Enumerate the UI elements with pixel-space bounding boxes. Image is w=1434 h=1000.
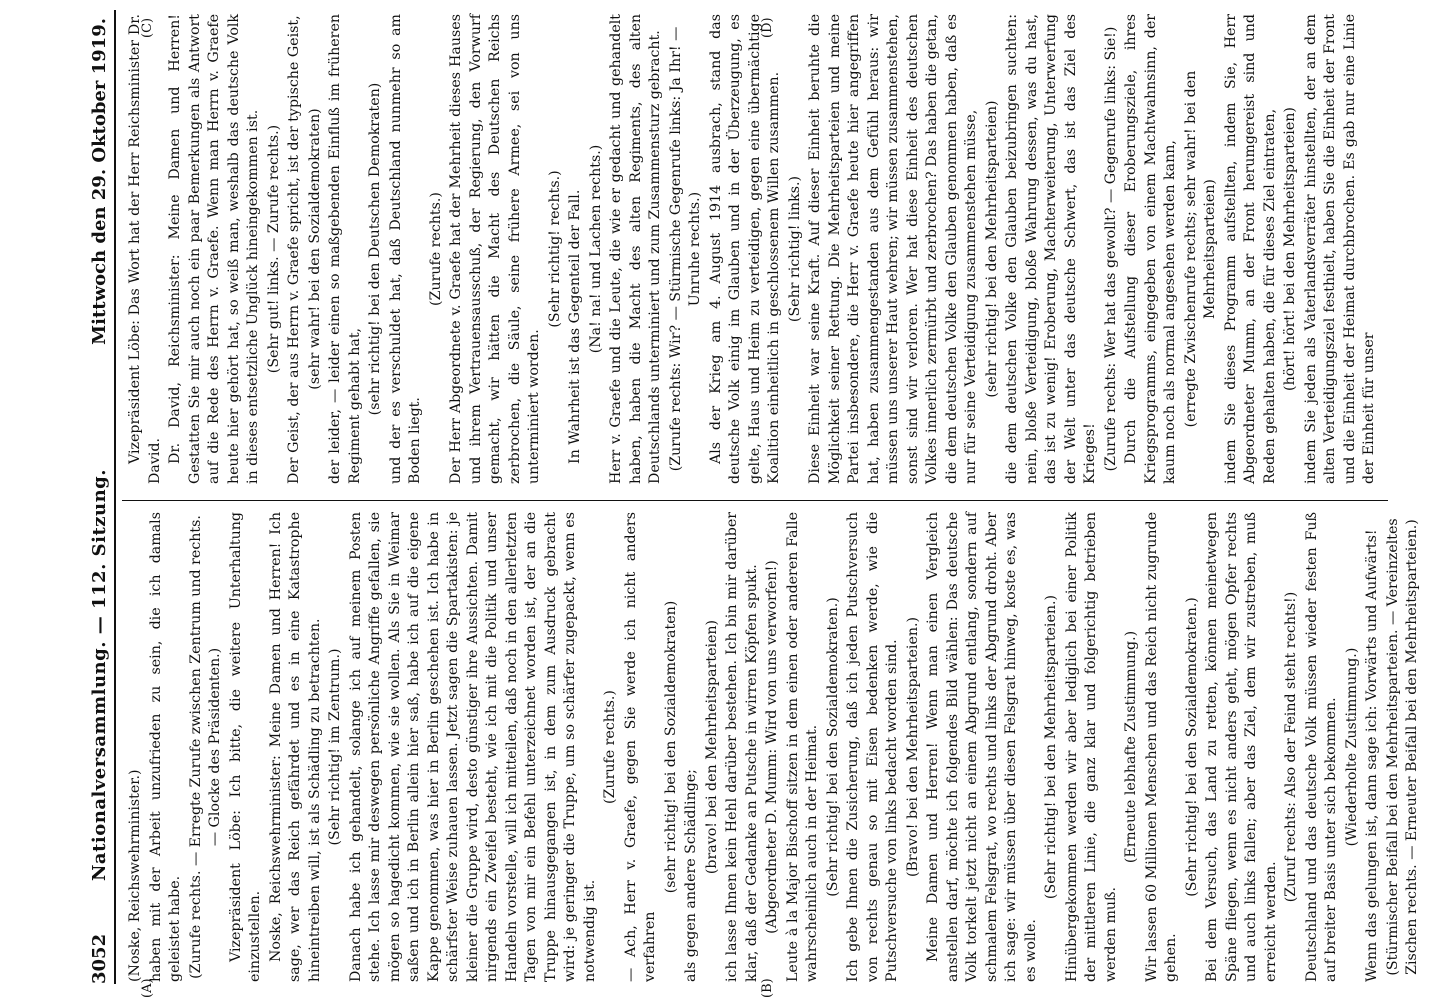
paragraph: und der es verschuldet hat, daß Deutschland nunmehr so am Boden liegt. bbox=[387, 14, 423, 484]
paragraph: haben mit der Arbeit unzufrieden zu sein, die ich damals geleistet habe. bbox=[147, 512, 183, 982]
interjection: (Zurufe rechts.) bbox=[427, 192, 444, 306]
interjection: (sehr richtig! bei den Sozialdemokraten) bbox=[662, 600, 679, 894]
interjection: (Zurufe rechts: Wer hat das gewollt? — Gegenrufe links: Sie!) bbox=[1102, 26, 1119, 472]
paragraph: Der Geist, der aus Herrn v. Graefe spricht, ist der typische Geist, bbox=[286, 15, 302, 484]
column-divider bbox=[122, 500, 1388, 501]
paragraph: Bei dem Versuch, das Land zu retten, können meinetwegen Späne fliegen, wenn es nicht anders geht, mögen Opfer rechts und auch links fallen; aber das Ziel, dem wir zustreben, muß erreicht werden. bbox=[1204, 512, 1279, 982]
paragraph: Vizepräsident Löbe: Das Wort hat der Herr Reichsminister Dr. David. bbox=[127, 14, 163, 484]
page-header bbox=[74, 10, 110, 984]
paragraph: Noske, Reichswehrminister: Meine Damen und Herren! Ich sage, wer das Reich gefährdet und es in eine Katastrophe hineintreiben will, ist als Schädling zu betrachten. bbox=[267, 512, 323, 982]
interjection: (bravo! bei den Mehrheitsparteien) bbox=[703, 619, 720, 875]
header-rule bbox=[114, 10, 116, 984]
interjection: (hört! hört! bei den Mehrheitsparteien) bbox=[1282, 107, 1298, 391]
paragraph: Vizepräsident Löbe: Ich bitte, die weitere Unterhaltung einzustellen. bbox=[227, 512, 263, 982]
paragraph: Ich gebe Ihnen die Zusicherung, daß ich jeden Putschversuch von rechts genau so mit Eisen bedenken werde, wie die Putschversuche von links bedacht worden sind. bbox=[845, 512, 900, 982]
interjection: (Sehr richtig! links.) bbox=[786, 175, 803, 323]
paragraph: Diese Einheit war seine Kraft. Auf dieser Einheit beruhte die Möglichkeit seiner Rettung. Die Mehrheitsparteien und meine Partei insbesondere, die Herr v. Graefe heute hier angegriffen hat, haben zusammengestanden aus dem Gefühl heraus: wir müssen uns unserer Haut wehren; wir müssen zusammenstehen, sonst sind wir verloren. Wer hat diese Einheit des deutschen Volkes innerlich zermürbt und zerbrochen? Das haben die getan, die dem deutschen Volke den Glauben genommen haben, daß es nur für seine Verteidigung zusammenstehen müsse, bbox=[807, 14, 979, 484]
interjection: (Wiederholte Zustimmung.) bbox=[1343, 647, 1360, 847]
paragraph: als gegen andere Schädlinge; bbox=[683, 769, 699, 982]
interjection: (Sehr gut! links. — Zurufe rechts.) bbox=[265, 124, 282, 374]
left-column bbox=[126, 512, 1424, 982]
paragraph: Hinübergekommen werden wir aber lediglich bei einer Politik der mittleren Linie, die ganz klar und folgerichtig betrieben werden muß. bbox=[1063, 512, 1119, 982]
right-column bbox=[126, 14, 1381, 484]
interjection: (sehr wahr! bei den Sozialdemokraten) bbox=[306, 108, 323, 390]
paragraph: Meine Damen und Herren! Wenn man einen Vergleich anstellen darf, möchte ich folgendes Bild wählen: Das deutsche Volk torkelt jetzt nicht an einem Abgrund entlang, sondern auf schmalem Felsgrat, wo rechts und links der Abgrund droht. Aber ich sage: wir müssen über diesen Felsgrat hinweg, koste es, was es wolle. bbox=[925, 512, 1039, 982]
interjection: (Na! na! und Lachen rechts.) bbox=[587, 144, 604, 354]
paragraph: die dem deutschen Volke den Glauben beizubringen suchten: nein, bloße Verteidigung, bloße Wahrung dessen, was du hast, das ist zu wenig! Eroberung, Machterweiterung, Unterwerfung der Welt unter das deutsche Schwert, das ist das Ziel des Krieges! bbox=[1004, 14, 1098, 484]
paragraph: ich lasse Ihnen kein Hehl darüber bestehen. Ich bin mir darüber klar, daß der Gedanke an Putsche in wirren Köpfen spukt. bbox=[724, 512, 760, 982]
margin-marker-b: (B) bbox=[760, 978, 775, 998]
speaker-context: (Noske, Reichswehrminister.) bbox=[127, 769, 143, 982]
interjection: (Abgeordneter D. Mumm: Wird von uns verworfen!) bbox=[764, 560, 780, 934]
paragraph: Wenn das gelungen ist, dann sage ich: Vorwärts und Aufwärts! bbox=[1364, 529, 1380, 982]
paragraph: indem Sie dieses Programm aufstellten, indem Sie, Herr Abgeordneter Mumm, an der Front herumgereist sind und Reden gehalten haben, die für dieses Ziel eintraten, bbox=[1222, 14, 1278, 484]
paragraph: — Ach, Herr v. Graefe, gegen Sie werde ich nicht anders verfahren bbox=[622, 512, 658, 982]
rotated-document-page bbox=[70, 0, 1420, 1000]
header-date: Mittwoch den 29. Oktober 1919. bbox=[89, 18, 110, 345]
paragraph: Leute à la Major Bischoff sitzen in dem einen oder anderen Falle wahrscheinlich auch in der Heimat. bbox=[784, 512, 820, 982]
interjection: (Stürmischer Beifall bei den Mehrheitsparteien. — Vereinzeltes Zischen rechts. — Erneuter Beifall bei den Mehrheitsparteien.) bbox=[1384, 518, 1420, 976]
interjection: (sehr richtig! bei den Mehrheitsparteien) bbox=[983, 100, 1000, 398]
paragraph: Der Herr Abgeordnete v. Graefe hat der Mehrheit dieses Hauses und ihrem Vertrauensausschuß, der Regierung, den Vorwurf gemacht, wir hätten die Macht des Deutschen Reichs zerbrochen, die Säule, seine frühere Armee, sei von uns unterminiert worden. bbox=[448, 14, 542, 484]
interjection: (Sehr richtig! bei den Mehrheitsparteien.) bbox=[1043, 594, 1059, 900]
interjection: (Zurufe rechts: Wir? — Stürmische Gegenrufe links: Ja Ihr! — Unruhe rechts.) bbox=[667, 26, 703, 472]
margin-marker-c: (C) bbox=[140, 17, 155, 38]
paragraph: Durch die Aufstellung dieser Eroberungsziele, ihres Kriegsprogramms, eingegeben von einem Machtwahnsinn, der kaum noch als normal angesehen werden kann, bbox=[1123, 14, 1178, 484]
margin-marker-a: (A) bbox=[140, 978, 155, 998]
paragraph: Wir lassen 60 Millionen Menschen und das Reich nicht zugrunde gehen. bbox=[1143, 512, 1179, 982]
paragraph: der leider, — leider einen so maßgebenden Einfluß im früheren Regiment gehabt hat, bbox=[327, 14, 363, 484]
paragraph: Danach habe ich gehandelt, solange ich auf meinem Posten stehe. Ich lasse mir deswegen persönliche Angriffe gefallen, sie mögen so hagedicht kommen, wie sie wollen. Als Sie in Weimar saßen und ich in Berlin allein hier saß, habe ich auf die eigene Kappe genommen, was hier in Berlin geschehen ist. Ich habe in schärfster Weise zuhauen lassen. Jetzt sagen die Spartakisten: je kleiner die Gruppe wird, desto günstiger ihre Aussichten. Damit nirgends ein Zweifel besteht, wie ich mit die Politik und unser Handeln vorstelle, will ich mitteilen, daß noch in den allerletzten Tagen von mir ein Befehl unterzeichnet worden ist, der an die Truppe hinausgegangen ist, in dem zum Ausdruck gebracht wird: je geringer die Truppe, um so schärfer zugepackt, wenn es notwendig ist. bbox=[347, 512, 598, 982]
interjection: (Zuruf rechts: Also der Feind steht rechts!) bbox=[1283, 591, 1299, 903]
interjection: (sehr richtig! bei den Deutschen Demokraten) bbox=[367, 82, 383, 416]
paragraph: Dr. David, Reichsminister: Meine Damen und Herren! Gestatten Sie mir auch noch ein paar Bemerkungen als Antwort auf die Rede des Herrn v. Graefe. Wenn man Herrn v. Graefe heute hier gehört hat, so weiß man, weshalb das deutsche Volk in dieses entsetzliche Unglück hineingekommen ist. bbox=[167, 14, 261, 484]
interjection: (Sehr richtig! bei den Sozialdemokraten.) bbox=[1183, 597, 1200, 897]
interjection: (Zurufe rechts.) bbox=[602, 690, 618, 804]
paragraph: Deutschland und das deutsche Volk müssen wieder festen Fuß auf breiter Basis unter sich bekommen. bbox=[1303, 512, 1339, 982]
page-number: 3052 bbox=[89, 933, 110, 984]
paragraph: indem Sie jeden als Vaterlandsverräter hinstellten, der an dem alten Verteidigungsziel festhielt, haben Sie die Einheit der Front und die Einheit der Heimat durchbrochen. Es gab nur eine Linie der Einheit für unser bbox=[1302, 14, 1377, 484]
header-title: Nationalversammlung. — 112. Sitzung. bbox=[89, 468, 110, 882]
paragraph: In Wahrheit ist das Gegenteil der Fall. bbox=[567, 189, 583, 464]
digitization-credit bbox=[1416, 10, 1434, 990]
interjection: (Erneute lebhafte Zustimmung.) bbox=[1123, 630, 1139, 864]
margin-marker-d: (D) bbox=[760, 17, 775, 38]
paragraph: Als der Krieg am 4. August 1914 ausbrach, stand das deutsche Volk einig im Glauben und in der Überzeugung, es gelte, Haus und Heim zu verteidigen, gegen eine übermächtige Koalition einheitlich in geschlossenem Willen zusammen. bbox=[707, 14, 782, 484]
interjection: (erregte Zwischenrufe rechts; sehr wahr! bei den Mehrheitsparteien) bbox=[1182, 70, 1218, 428]
interjection: (Bravo! bei den Mehrheitsparteien.) bbox=[904, 616, 921, 878]
interjection: (Sehr richtig! im Zentrum.) bbox=[327, 648, 343, 846]
paragraph: Herr v. Graefe und die Leute, die wie er gedacht und gehandelt haben, haben die Macht des alten Regiments, des alten Deutschlands unterminiert und zum Zusammensturz gebracht. bbox=[608, 14, 663, 484]
interjection: (Zurufe rechts. — Erregte Zurufe zwischen Zentrum und rechts. — Glocke des Präsidenten.) bbox=[187, 515, 223, 979]
interjection: (Sehr richtig! rechts.) bbox=[546, 170, 563, 328]
interjection: (Sehr richtig! bei den Sozialdemokraten.) bbox=[824, 597, 841, 897]
